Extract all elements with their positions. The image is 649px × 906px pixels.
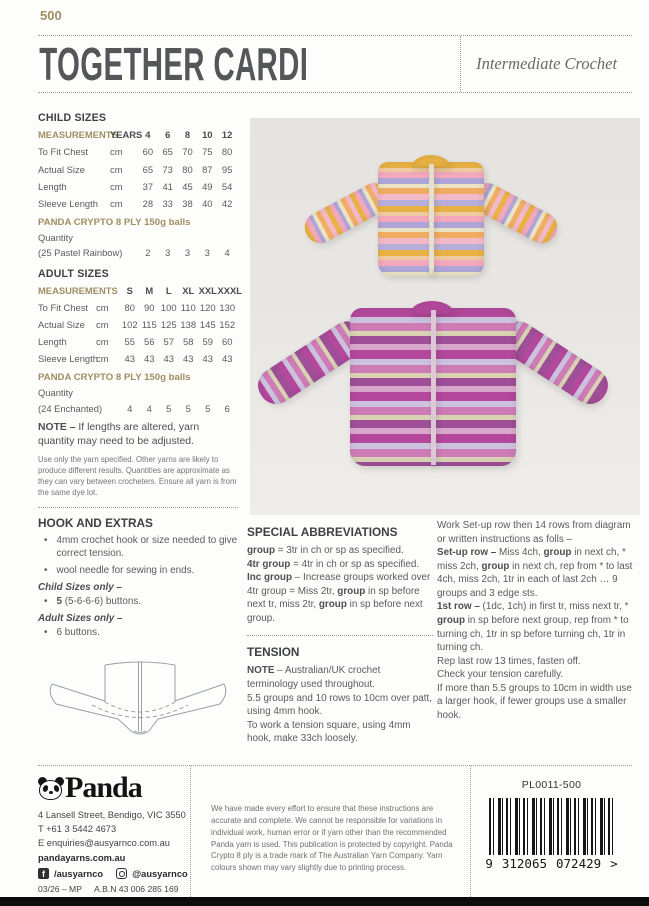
address-line: 4 Lansell Street, Bendigo, VIC 3550 [38, 809, 186, 820]
table-cell: 6 [165, 129, 171, 141]
special-abbreviations-heading: SPECIAL ABBREVIATIONS [247, 525, 398, 539]
instruction-line [437, 546, 638, 600]
table-cell: MEASUREMENTS [38, 129, 118, 141]
abbr-line [247, 544, 433, 558]
table-cell: 58 [183, 336, 194, 348]
table-cell: 4 [146, 402, 152, 414]
table-cell: 3 [184, 247, 191, 259]
table-cell: 43 [183, 353, 194, 365]
facebook-icon [38, 868, 49, 879]
text-segment: 5 [56, 595, 62, 607]
table-cell: 4 [145, 129, 151, 141]
table-cell: 65 [162, 146, 173, 158]
brand-name: Panda [65, 771, 142, 804]
tension-heading: TENSION [247, 645, 300, 660]
table-cell: XXXL [217, 284, 242, 296]
hook-bullet [38, 565, 238, 578]
section-divider [247, 635, 433, 636]
instruction-line [437, 600, 638, 654]
yarn-note [38, 421, 238, 448]
table-cell: 4 [127, 402, 133, 414]
text-segment: in sp before next group. [247, 599, 423, 624]
abn: A.B.N 43 006 285 169 [93, 884, 179, 895]
table-row [38, 283, 237, 300]
barcode-digit-group: 072429 [556, 856, 602, 871]
text-segment: group [247, 545, 275, 556]
text-segment: (1dc, 1ch) in first tr, miss next tr, * [479, 601, 629, 613]
adult-cardigan-button-band [431, 310, 436, 465]
table-cell: YEARS [110, 129, 143, 141]
table-cell: 60 [222, 336, 233, 348]
child-cardigan-button-band [429, 164, 434, 274]
table-cell: cm [96, 319, 109, 331]
table-row [38, 144, 237, 161]
table-cell: 65 [142, 163, 154, 175]
cardigan-photo [250, 118, 640, 515]
table-cell: 43 [163, 353, 174, 365]
footer [38, 765, 632, 897]
barcode-digit-group: 9 [485, 856, 493, 871]
barcode-digit-group: 312065 [501, 856, 547, 871]
cardigan-schematic [42, 656, 234, 756]
table-cell: 33 [162, 197, 173, 209]
text-segment: Inc group [247, 572, 292, 584]
table-cell: 45 [182, 180, 193, 192]
table-cell: 56 [144, 336, 155, 348]
instructions-column [437, 519, 638, 722]
table-cell: 10 [202, 129, 213, 141]
table-cell: 40 [202, 197, 213, 209]
table-cell: Actual Size [38, 163, 85, 175]
hook-extras-heading: HOOK AND EXTRAS [38, 516, 153, 531]
website-line: pandayarns.com.au [38, 852, 126, 863]
table-cell: MEASUREMENTS [38, 284, 118, 296]
table-cell: (24 Enchanted) [38, 402, 103, 414]
table-cell: Length [38, 180, 67, 192]
table-cell: 59 [202, 336, 213, 348]
table-row [38, 334, 237, 351]
table-cell: 75 [202, 146, 213, 158]
table-cell [158, 230, 178, 245]
abbr-line [247, 558, 433, 572]
table-row [38, 245, 237, 260]
skill-level-cell [460, 36, 632, 92]
table-cell: M [145, 284, 154, 296]
table-cell: cm [110, 146, 123, 158]
social-row [38, 868, 190, 879]
text-segment: Set-up row – [437, 547, 497, 559]
phone-line: T +61 3 5442 4673 [38, 823, 117, 834]
table-cell: 5 [185, 402, 191, 414]
table-cell [159, 385, 179, 400]
instagram-handle: @ausyarnco [132, 868, 188, 879]
text-segment: Work Set-up row then 14 rows from diagram or written instructions as folls – [437, 520, 631, 545]
sizes-column [38, 112, 242, 756]
child-sizes-heading: CHILD SIZES [38, 112, 107, 124]
table-cell: 2 [145, 247, 151, 259]
disclaimer-text: We have made every effort to ensure that these instructions are accurate and complete. We cannot be responsible for variations in individual work, human error or if yarn other than the recommended Panda yarn is used. This publication is protected by copyright. Panda Crypto 8 ply is a trade mark of The Australian Yarn Company. Yarn colours shown may vary slightly due to printing process. [211, 804, 453, 873]
table-cell: S [126, 284, 133, 296]
table-cell: 8 [184, 129, 191, 141]
footer-barcode [470, 766, 632, 897]
table-row [38, 161, 237, 178]
skill-level-label: Intermediate Crochet [476, 54, 618, 73]
text-segment: in next ch, * miss 2ch, [437, 547, 626, 572]
table-cell: 37 [142, 180, 154, 192]
table-cell: 4 [224, 247, 230, 259]
pattern-code: PL0011-500 [521, 779, 582, 791]
table-cell: 28 [142, 197, 154, 209]
table-cell: 110 [180, 301, 196, 313]
table-row [38, 385, 237, 400]
table-cell: 130 [219, 301, 236, 313]
table-cell: Quantity [38, 231, 73, 243]
abbr-line [247, 571, 433, 625]
table-cell: Actual Size [38, 319, 85, 331]
text-segment: in sp before next group, rep from * to turning ch, 1tr in sp before turning ch, 1tr in turning ch. [437, 614, 629, 654]
adult-yarn-heading: PANDA CRYPTO 8 PLY 150g balls [38, 372, 191, 384]
table-row [38, 317, 237, 334]
table-cell [120, 385, 140, 400]
text-segment: = 3tr in ch or sp as specified. [274, 545, 404, 556]
table-cell: 5 [166, 402, 172, 414]
text-segment: – Increase groups worked over 4tr group = Miss 2tr, [247, 572, 431, 597]
text-segment: 5.5 groups and 10 rows to 10cm over patt, using 4mm hook. [247, 692, 432, 718]
table-cell: 100 [160, 301, 177, 313]
text-segment: 6 buttons. [56, 626, 100, 638]
table-row [38, 127, 237, 144]
text-segment: group [481, 560, 510, 572]
footer-disclaimer [190, 766, 470, 897]
table-cell: 90 [144, 301, 155, 313]
tension-line [247, 719, 433, 746]
table-cell: 80 [221, 146, 233, 158]
table-cell: 43 [202, 353, 213, 365]
instagram-icon [116, 868, 127, 879]
table-cell: 152 [219, 319, 236, 331]
page-number: 500 [40, 8, 62, 23]
table-cell [218, 385, 238, 400]
text-segment: in next ch, rep from * to last 4ch, miss 2ch, 1tr in each of last 2ch … 9 groups and 3 edge sts. [437, 560, 633, 599]
table-cell: XL [182, 284, 195, 296]
table-cell: Sleeve Length [38, 197, 98, 209]
text-segment: group [318, 599, 347, 611]
child-only-label: Child Sizes only – [38, 581, 122, 593]
child-yarn-heading: PANDA CRYPTO 8 PLY 150g balls [38, 216, 191, 228]
table-cell: 43 [222, 353, 233, 365]
text-segment: NOTE – [38, 422, 76, 433]
panda-icon [38, 777, 64, 801]
table-cell [178, 230, 198, 245]
table-cell: (25 Pastel Rainbow) [38, 247, 123, 259]
table-cell: cm [110, 180, 123, 192]
text-segment: 1st row – [437, 601, 480, 613]
text-segment: Miss 4ch, [496, 547, 544, 559]
adult-only-label: Adult Sizes only – [38, 612, 123, 624]
table-cell: Length [38, 336, 67, 348]
facebook-handle: /ausyarnco [54, 868, 104, 879]
table-cell: 115 [141, 319, 157, 331]
table-cell: 57 [163, 336, 174, 348]
table-cell: cm [110, 197, 123, 209]
footer-contact [38, 766, 190, 897]
yarn-smallprint: Use only the yarn specified. Other yarns are likely to produce different results. Quantities are approximate as they can vary between crocheters. Ensure all yarn is from the same dye lot. [38, 455, 237, 498]
pattern-title: TOGETHER CARDI [39, 38, 309, 90]
text-segment: in sp before next tr, miss 2tr, [247, 585, 420, 611]
text-segment: 4tr group [247, 558, 291, 570]
adult-sizes-table [38, 283, 242, 369]
table-cell: 102 [121, 319, 138, 331]
hook-bullet [38, 596, 238, 609]
table-row [38, 300, 237, 317]
text-segment: Check your tension carefully. [437, 669, 564, 681]
table-cell: 3 [204, 247, 210, 259]
table-cell: 87 [202, 163, 213, 175]
adult-quantity-table [38, 385, 237, 416]
email-line: E enquiries@ausyarnco.com.au [38, 838, 170, 849]
panda-logo [38, 771, 190, 804]
table-cell [217, 230, 237, 245]
table-cell: Sleeve Length [38, 353, 98, 365]
table-cell: 12 [221, 129, 233, 141]
abbreviations-column [247, 524, 433, 746]
table-row [38, 230, 237, 245]
hook-bullet [38, 535, 238, 561]
table-row [38, 401, 237, 416]
table-cell: 70 [182, 146, 193, 158]
table-cell [198, 385, 218, 400]
tension-line [247, 664, 433, 691]
text-segment: (5-6-6-6) buttons. [61, 595, 142, 607]
adult-sizes-heading: ADULT SIZES [38, 267, 109, 280]
text-segment: If lengths are altered, yarn quantity may need to be adjusted. [38, 422, 200, 447]
table-cell: 80 [182, 163, 193, 175]
title-bar [38, 35, 632, 93]
issue-row [38, 884, 190, 894]
table-cell: To Fit Chest [38, 146, 89, 158]
table-cell: Quantity [38, 387, 73, 399]
table-cell: 43 [124, 353, 135, 365]
table-cell [138, 230, 158, 245]
text-segment: wool needle for sewing in ends. [56, 565, 195, 577]
section-divider [38, 507, 238, 508]
text-segment: Rep last row 13 times, fasten off. [437, 655, 581, 667]
text-segment: To work a tension square, using 4mm hook, make 33ch loosely. [247, 719, 411, 745]
text-segment: 4mm crochet hook or size needed to give correct tension. [56, 535, 238, 560]
table-cell: cm [96, 301, 109, 313]
issue-code: 03/26 – MP [38, 884, 82, 895]
table-cell: 73 [162, 163, 173, 175]
instruction-line [437, 668, 638, 682]
table-cell: 125 [160, 319, 177, 331]
page-bottom-bar [0, 897, 649, 906]
barcode-digits [471, 856, 632, 871]
table-cell: 41 [162, 180, 173, 192]
barcode [489, 798, 615, 855]
instruction-line [437, 519, 638, 546]
tension-line [247, 692, 433, 719]
instruction-line [437, 682, 638, 723]
table-cell: 49 [202, 180, 213, 192]
table-row [38, 179, 237, 196]
table-cell: 120 [199, 301, 216, 313]
table-cell: cm [110, 163, 123, 175]
instruction-line [437, 655, 638, 669]
bullet-text [56, 535, 238, 561]
table-cell: 145 [199, 319, 216, 331]
text-segment: group [543, 547, 572, 559]
table-cell: 80 [124, 301, 135, 313]
text-segment: group [337, 585, 366, 597]
bullet-text [56, 596, 141, 609]
table-cell: 43 [144, 353, 155, 365]
table-cell: XXL [198, 284, 217, 296]
text-segment: If more than 5.5 groups to 10cm in width use a larger hook, if fewer groups use a smaller hook. [437, 682, 632, 721]
text-segment: – Australian/UK crochet terminology used throughout. [247, 665, 381, 690]
table-cell [197, 230, 217, 245]
table-cell: To Fit Chest [38, 301, 89, 313]
table-cell: 5 [205, 402, 211, 414]
table-row [38, 196, 237, 213]
table-cell: 42 [221, 197, 233, 209]
table-cell [179, 385, 199, 400]
table-cell [140, 385, 160, 400]
table-cell: 6 [224, 402, 230, 414]
table-row [38, 351, 237, 368]
table-cell: 60 [142, 146, 154, 158]
child-sizes-table [38, 127, 237, 213]
table-cell: 95 [221, 163, 233, 175]
bullet-text [56, 627, 99, 640]
table-cell: 38 [182, 197, 193, 209]
table-cell: 55 [124, 336, 135, 348]
table-cell: cm [96, 336, 109, 348]
table-cell: 54 [221, 180, 233, 192]
child-quantity-table [38, 230, 237, 261]
table-cell: 3 [165, 247, 171, 259]
text-segment: NOTE [247, 665, 275, 677]
text-segment: group [437, 614, 465, 626]
table-cell: 138 [180, 319, 197, 331]
table-cell: L [165, 284, 172, 296]
hook-bullet [38, 627, 238, 640]
bullet-text [56, 565, 194, 578]
barcode-digit-group: > [610, 856, 618, 871]
table-cell: cm [96, 353, 109, 365]
text-segment: = 4tr in ch or sp as specified. [290, 558, 420, 570]
